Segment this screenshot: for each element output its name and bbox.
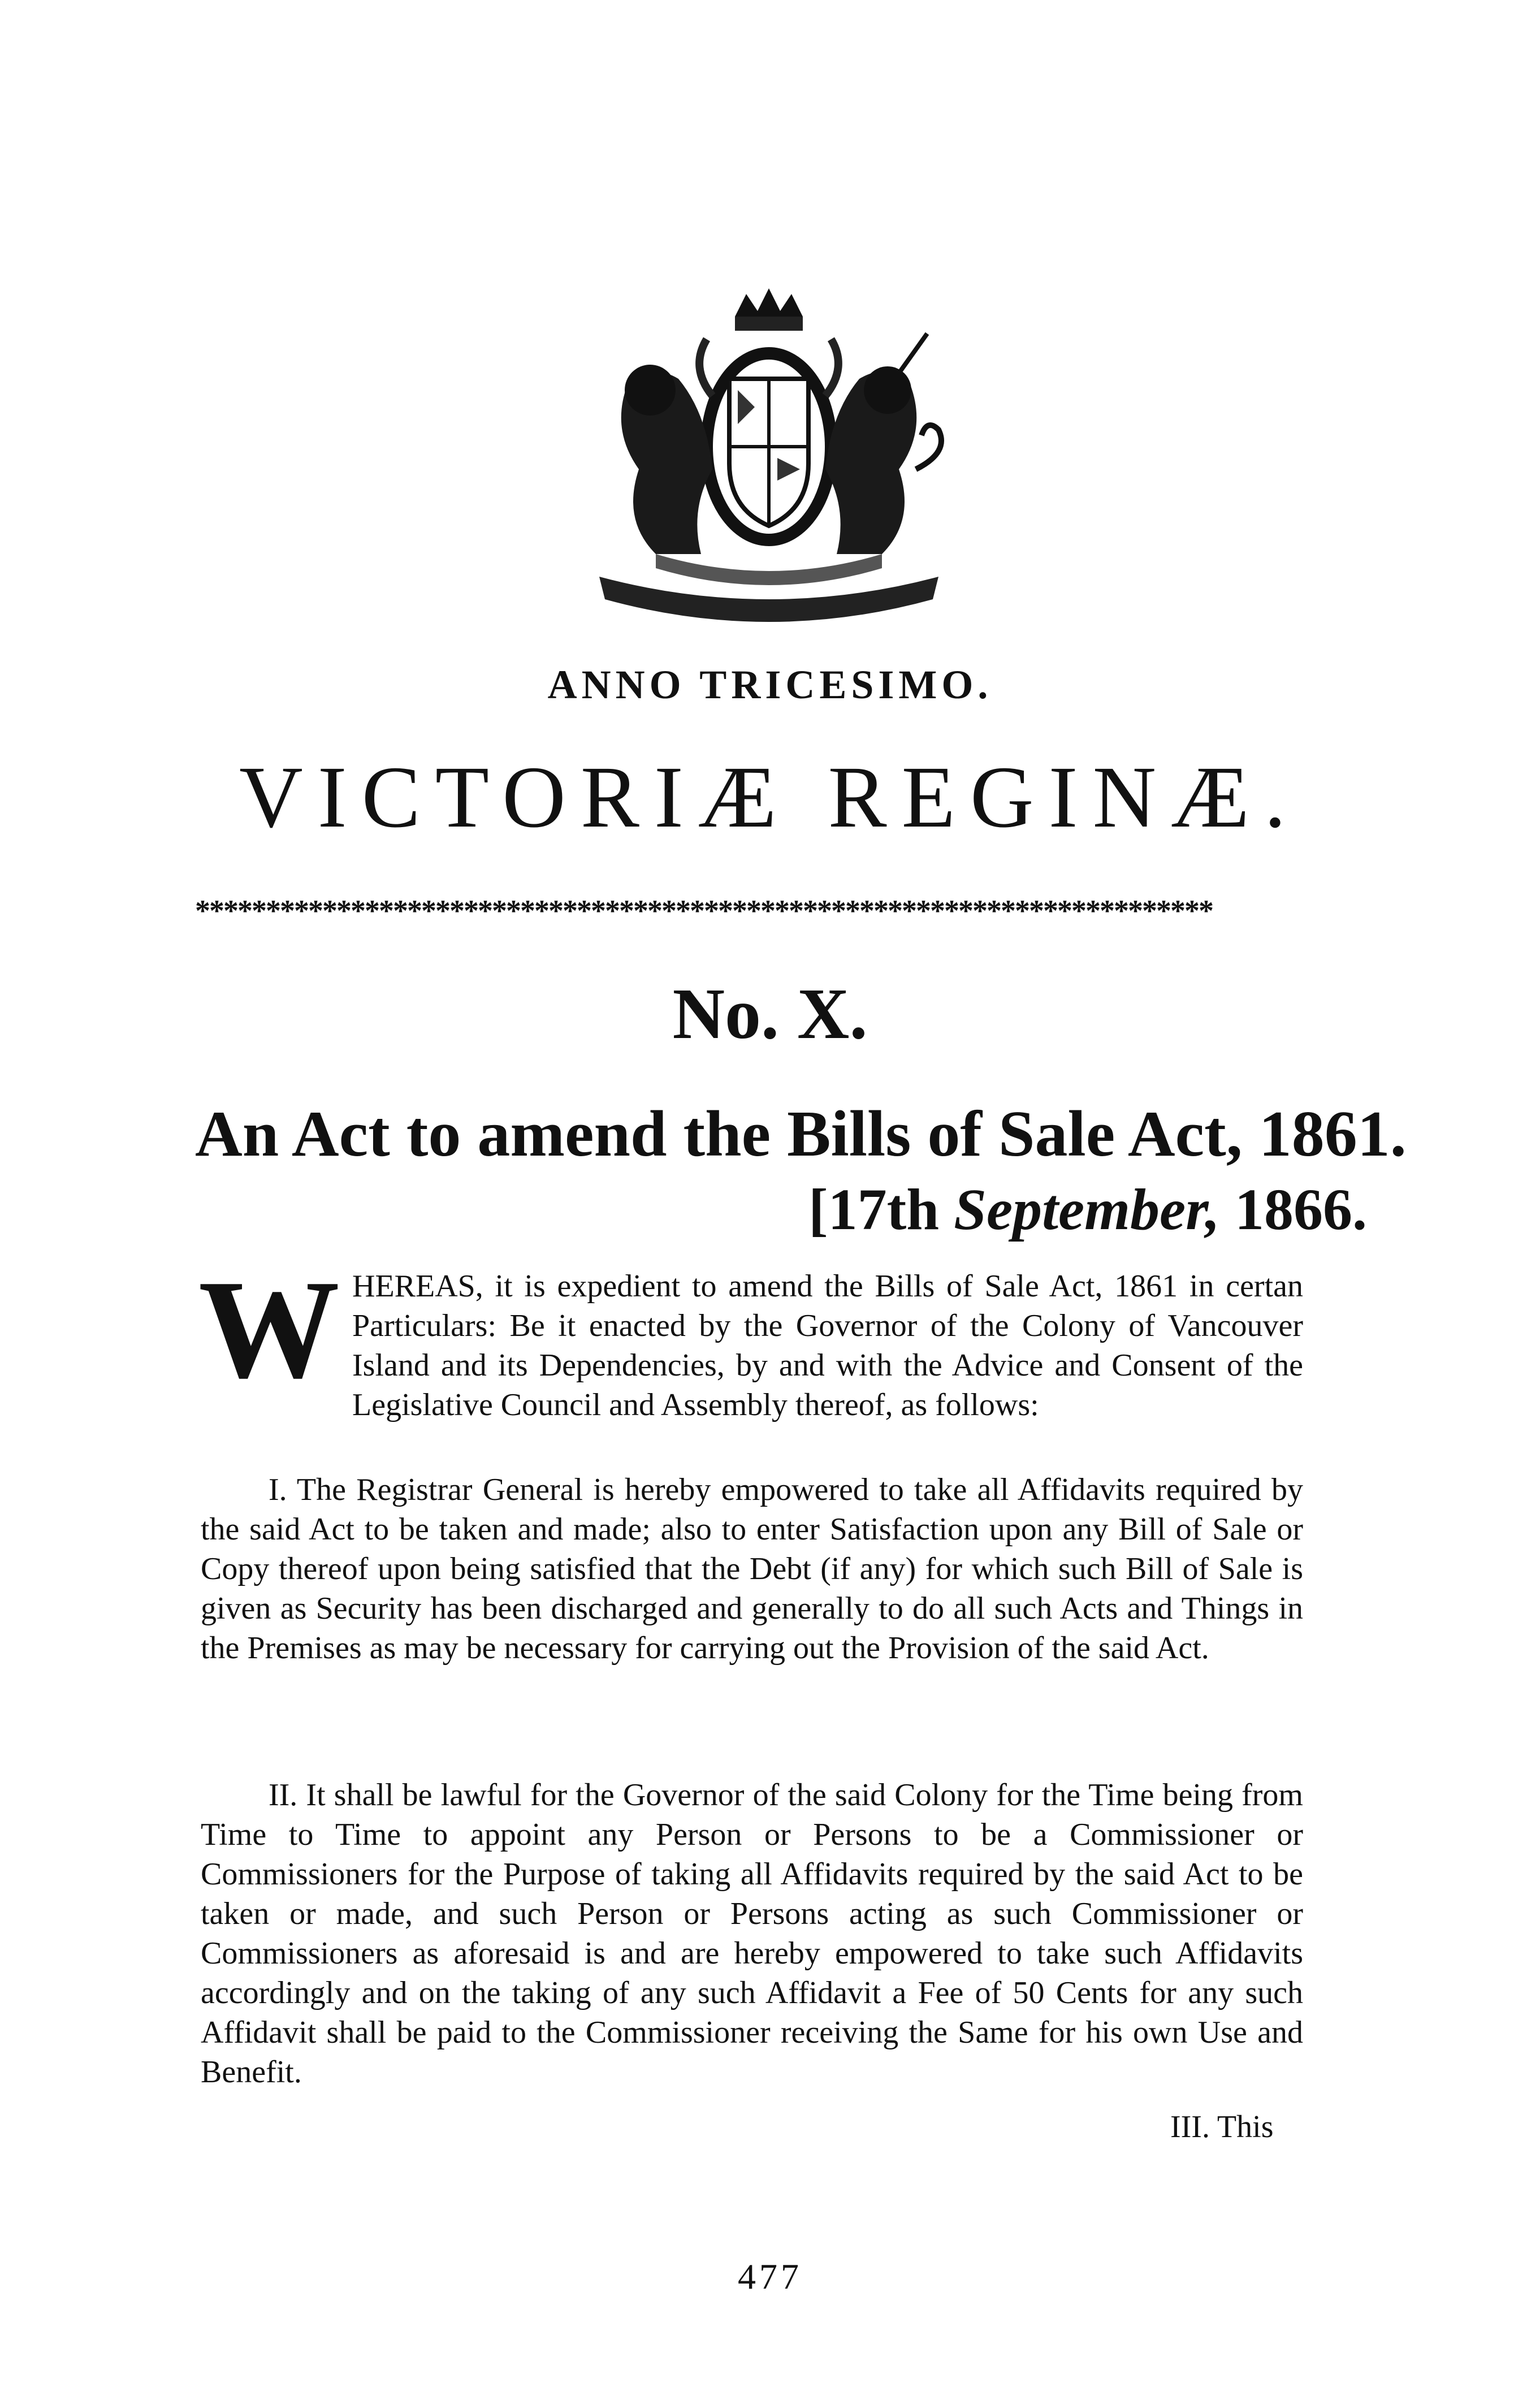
catchword: III. This: [1170, 2109, 1274, 2144]
anno-heading: ANNO TRICESIMO.: [547, 662, 993, 707]
coat-of-arms-emblem: [577, 283, 961, 622]
act-date-month: September,: [954, 1177, 1220, 1242]
drop-cap: W: [198, 1251, 340, 1408]
act-title: An Act to amend the Bills of Sale Act, 1861.: [195, 1098, 1407, 1170]
act-date-day: [17th: [808, 1177, 954, 1242]
preamble-text: HEREAS, it is expedient to amend the Bills of Sale Act, 1861 in certan Particulars: Be it enacted by the Governor of the Colony of Vancouver Island and its Dependencies, by and with the Advice and Consent of the Legislative Council and Assembly thereof, as follows:: [352, 1269, 1303, 1422]
act-number: No. X.: [672, 974, 868, 1054]
preamble-paragraph: [198, 1251, 1303, 1425]
act-date: [808, 1176, 1367, 1243]
page-number: 477: [738, 2256, 802, 2297]
ornamental-divider: ************************************************************************: [195, 894, 1213, 928]
regnal-heading: VICTORIÆ REGINÆ.: [239, 748, 1301, 846]
act-date-year: 1866.: [1219, 1177, 1367, 1242]
section-1-paragraph: I. The Registrar General is hereby empowered to take all Affidavits required by the said Act to be taken and made; also to enter Satisfaction upon any Bill of Sale or Copy thereof upon being satisfied that the Debt (if any) for which such Bill of Sale is given as Security has been discharged and generally to do all such Acts and Things in the Premises as may be necessary for carrying out the Provision of the said Act.: [201, 1472, 1303, 1666]
section-2-paragraph: II. It shall be lawful for the Governor of the said Colony for the Time being from Time to Time to appoint any Person or Persons to be a Commissioner or Commissioners for the Purpose of taking all Affidavits required by the said Act to be taken or made, and such Person or Persons acting as such Commissioner or Commissioners as aforesaid is and are hereby empowered to take such Affidavits accordingly and on the taking of any such Affidavit a Fee of 50 Cents for any such Affidavit shall be paid to the Commissioner receiving the Same for his own Use and Benefit.: [201, 1778, 1303, 2090]
